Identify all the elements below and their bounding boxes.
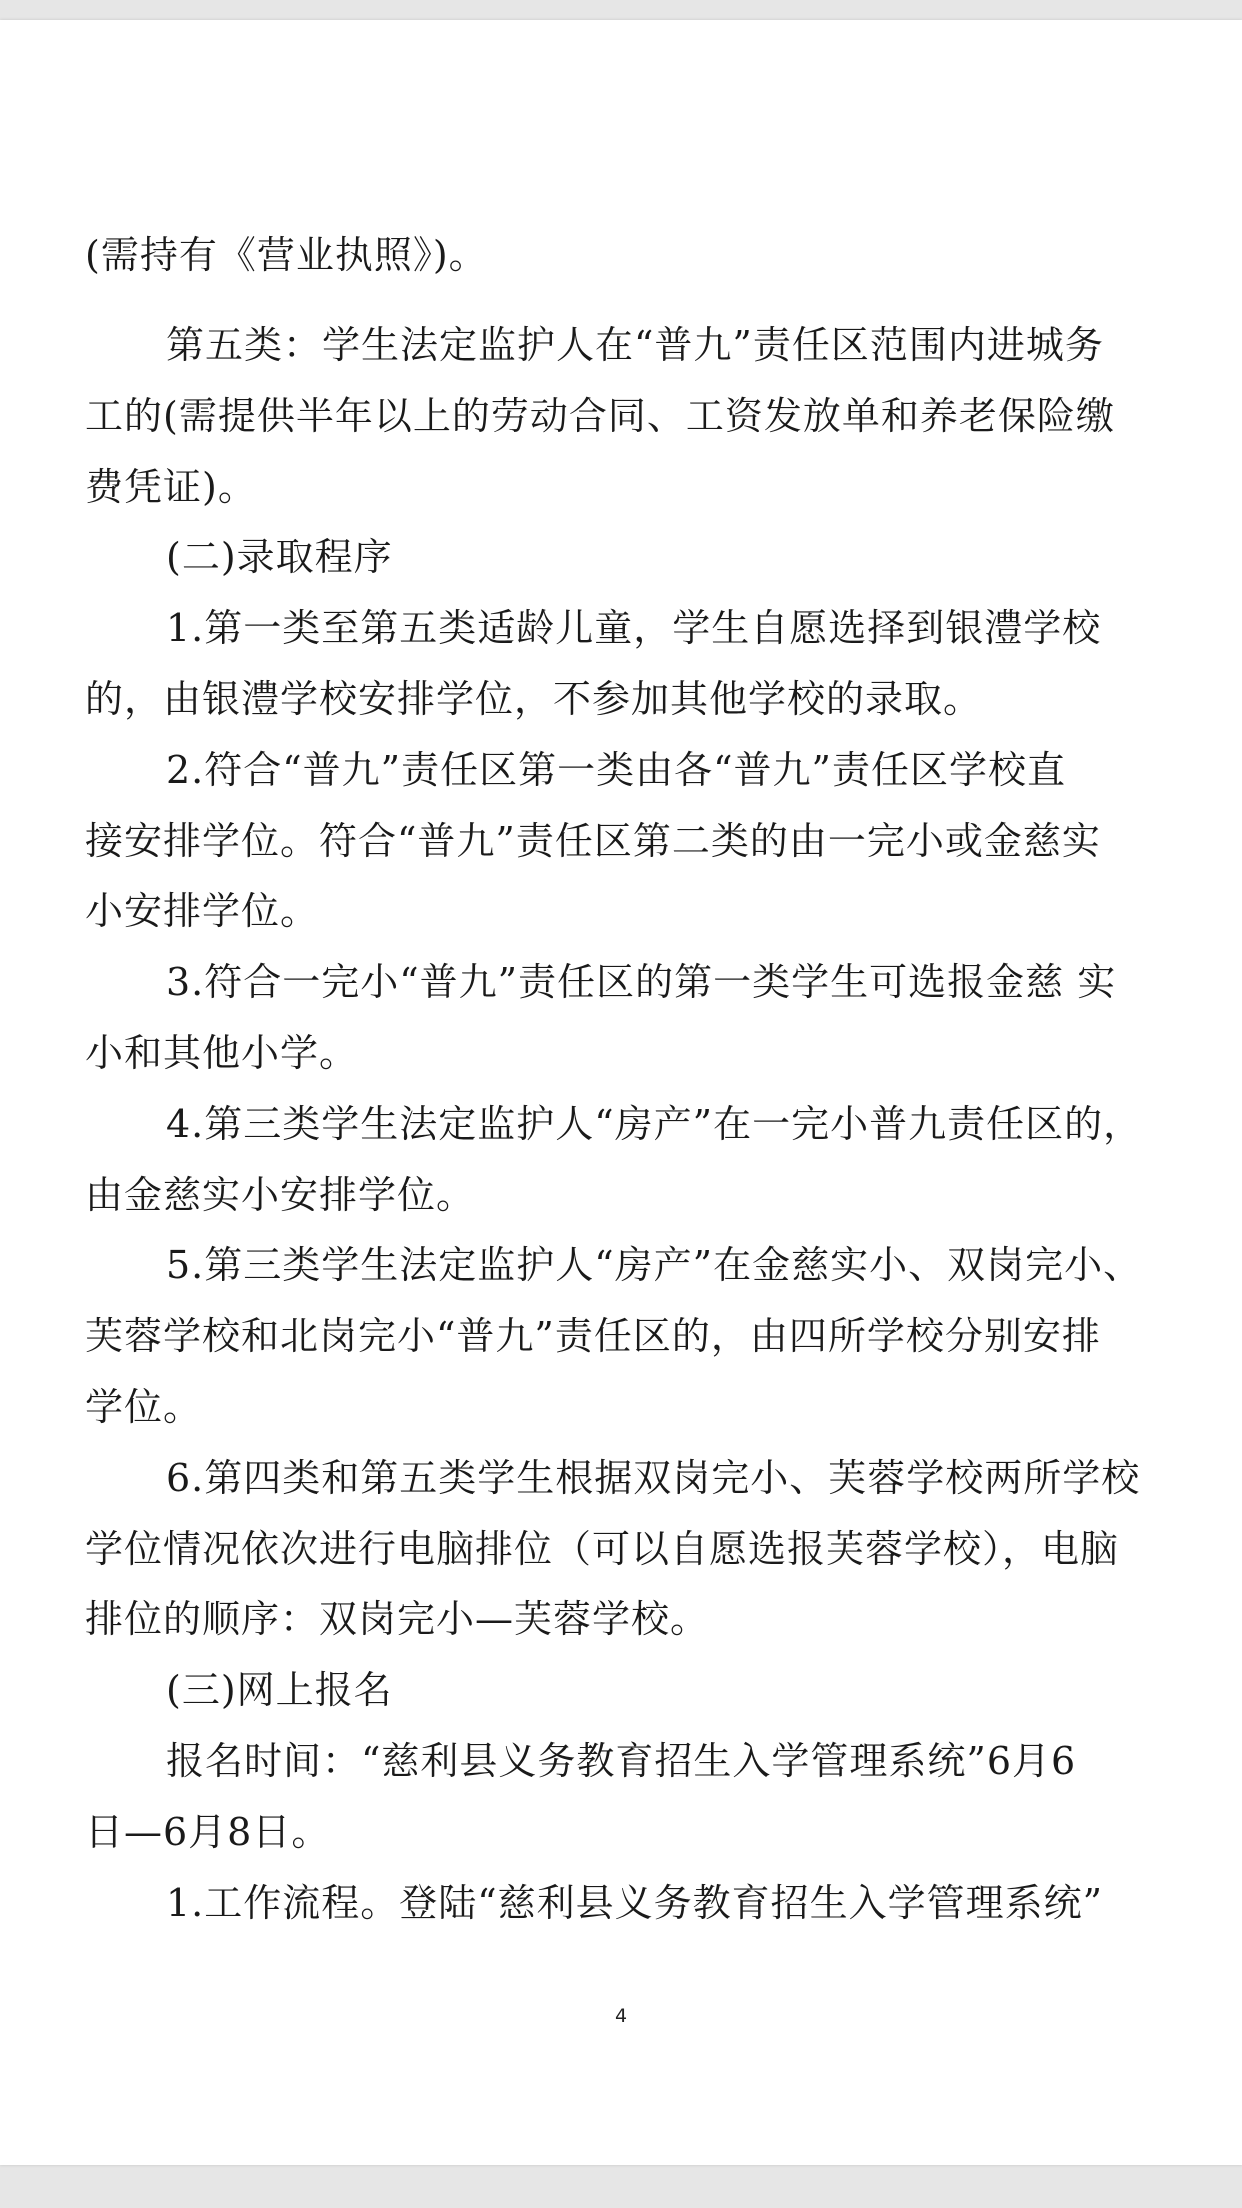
text-line: 1.第一类至第五类适龄儿童，学生自愿选择到银澧学校 [166,606,1102,650]
text-line: 的，由银澧学校安排学位，不参加其他学校的录取。 [85,677,983,721]
text-line: 6.第四类和第五类学生根据双岗完小、芙蓉学校两所学校 [166,1456,1141,1500]
text-line: 2.符合“普九”责任区第一类由各“普九”责任区学校直 [166,748,1066,792]
text-line: 5.第三类学生法定监护人“房产”在金慈实小、双岗完小、 [166,1243,1143,1287]
text-line: 报名时间：“慈利县义务教育招生入学管理系统”6月6 [166,1739,1077,1783]
text-line: 学位情况依次进行电脑排位（可以自愿选报芙蓉学校），电脑 [85,1527,1120,1571]
document-page [0,20,1242,2165]
text-line: (需持有《营业执照》)。 [85,233,488,277]
text-line: 芙蓉学校和北岗完小“普九”责任区的，由四所学校分别安排 [85,1314,1101,1358]
text-line: 由金慈实小安排学位。 [85,1173,476,1217]
text-line: 小和其他小学。 [85,1031,359,1075]
text-line: 日—6月8日。 [85,1810,331,1854]
text-line: 工的(需提供半年以上的劳动合同、工资发放单和养老保险缴 [85,394,1115,438]
text-line: 接安排学位。符合“普九”责任区第二类的由一完小或金慈实 [85,819,1101,863]
text-line: 3.符合一完小“普九”责任区的第一类学生可选报金慈 实 [166,960,1117,1004]
section-heading: (三)网上报名 [166,1668,393,1712]
text-line: 1.工作流程。登陆“慈利县义务教育招生入学管理系统” [166,1881,1104,1925]
page-number: 4 [614,2005,628,2027]
text-line: 小安排学位。 [85,889,320,933]
section-heading: (二)录取程序 [166,535,393,579]
text-line: 费凭证)。 [85,465,257,509]
text-line: 学位。 [85,1385,203,1429]
text-line: 4.第三类学生法定监护人“房产”在一完小普九责任区的， [166,1102,1143,1146]
text-line: 第五类：学生法定监护人在“普九”责任区范围内进城务 [166,323,1104,367]
text-line: 排位的顺序：双岗完小—芙蓉学校。 [85,1597,710,1641]
